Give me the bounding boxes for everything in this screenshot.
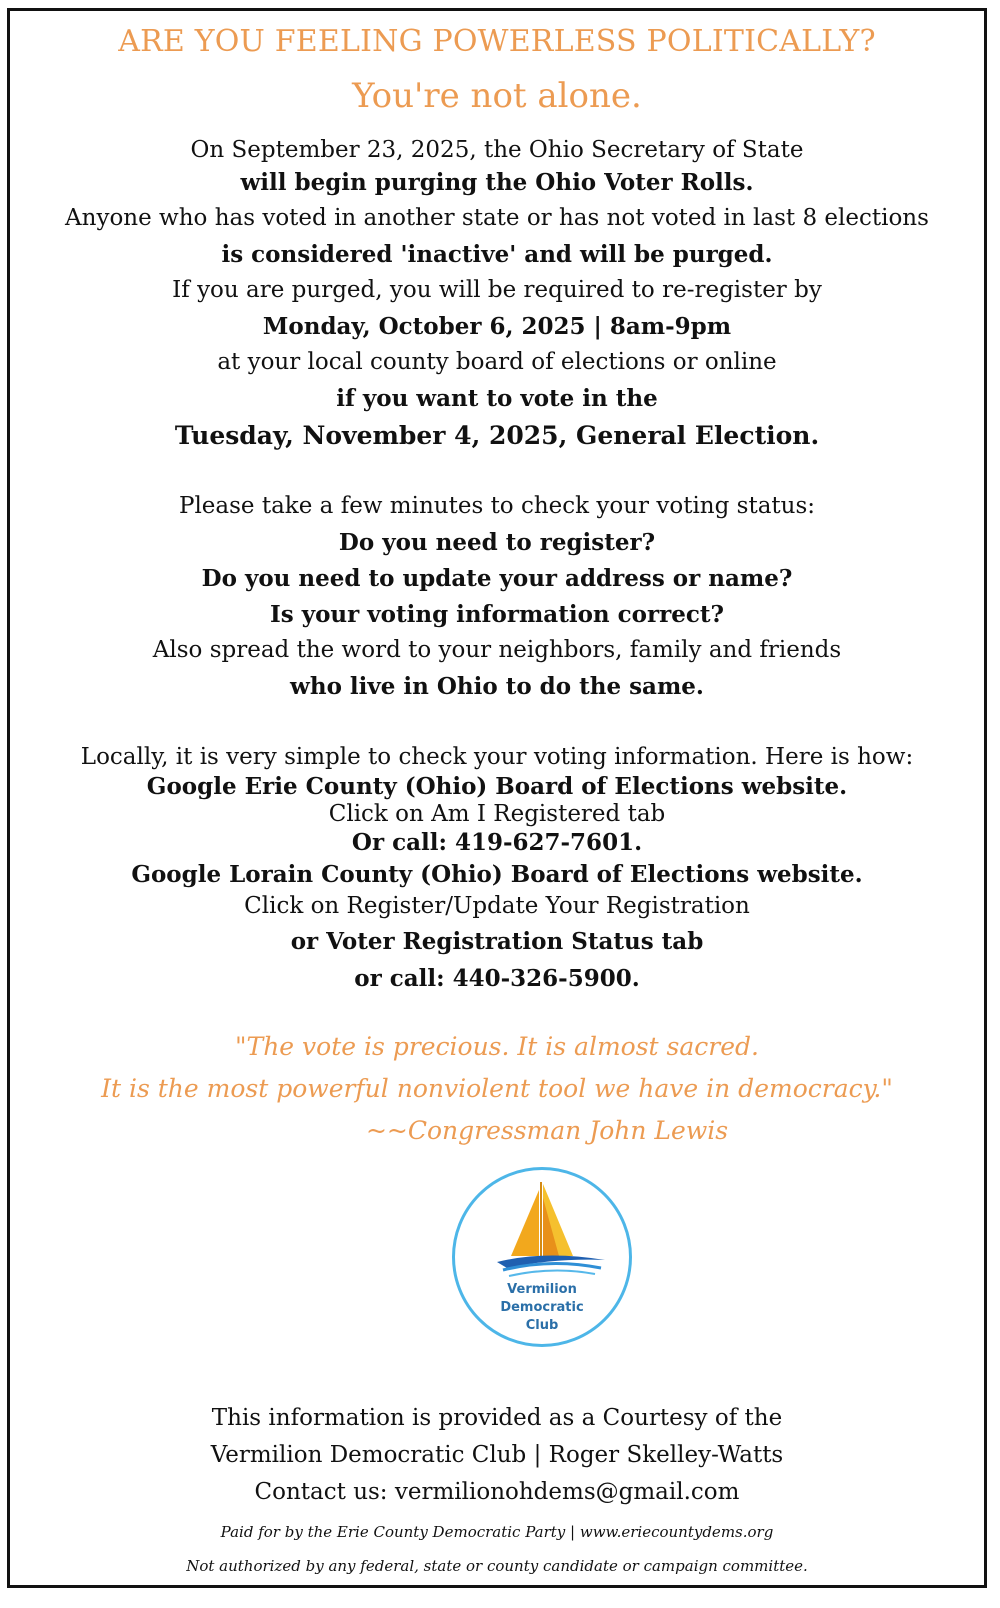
notice-line: if you want to vote in the [336,385,658,412]
local-line: Click on Am I Registered tab [328,801,666,827]
check-line: Do you need to register? [338,529,656,556]
check-line: Is your voting information correct? [270,601,724,628]
check-line: Do you need to update your address or name? [201,565,793,592]
quote-line-2: It is the most powerful nonviolent tool we have in democracy." [101,1074,893,1103]
quote-attribution: ~~Congressman John Lewis [365,1116,729,1145]
email-line: Contact us: vermilionohdems@gmail.com [254,1479,740,1505]
notice-line: at your local county board of elections or online [217,349,777,375]
local-line: Or call: 419-627-7601. [351,829,643,856]
subheadline: You're not alone. [352,76,642,116]
local-line: or call: 440-326-5900. [354,965,640,992]
notice-line: Monday, October 6, 2025 | 8am-9pm [262,313,732,340]
club-contact-line: Vermilion Democratic Club | Roger Skelley-Watts [210,1442,784,1468]
local-line: Google Lorain County (Ohio) Board of Elections website. [131,861,863,888]
notice-line: If you are purged, you will be required to re-register by [172,277,822,303]
notice-line: Tuesday, November 4, 2025, General Election. [174,421,820,450]
notice-line: will begin purging the Ohio Voter Rolls. [240,169,754,196]
notice-line: On September 23, 2025, the Ohio Secretary of State [190,137,804,163]
quote-line-1: "The vote is precious. It is almost sacred. [235,1032,759,1061]
headline: ARE YOU FEELING POWERLESS POLITICALLY? [118,24,876,59]
logo-text-line-3: Club [525,1318,559,1333]
logo-text-line-2: Democratic [500,1300,584,1315]
logo-text-line-1: Vermilion [507,1282,577,1297]
vermilion-democratic-club-logo [452,1167,632,1347]
notice-line: Anyone who has voted in another state or has not voted in last 8 elections [65,205,929,231]
disclaimer-line: Not authorized by any federal, state or county candidate or campaign committee. [186,1557,808,1575]
courtesy-line: This information is provided as a Courtesy of the [211,1405,783,1431]
local-line: Click on Register/Update Your Registration [244,893,750,919]
check-line: Please take a few minutes to check your voting status: [178,493,816,519]
flyer [7,8,987,1588]
paid-for-line: Paid for by the Erie County Democratic Party | www.eriecountydems.org [220,1523,774,1541]
notice-line: is considered 'inactive' and will be purged. [221,241,773,268]
local-line: Google Erie County (Ohio) Board of Elections website. [146,773,848,800]
check-line: Also spread the word to your neighbors, family and friends [152,637,842,663]
local-line: or Voter Registration Status tab [290,928,704,955]
check-line: who live in Ohio to do the same. [290,673,704,700]
local-line: Locally, it is very simple to check your voting information. Here is how: [80,744,914,770]
